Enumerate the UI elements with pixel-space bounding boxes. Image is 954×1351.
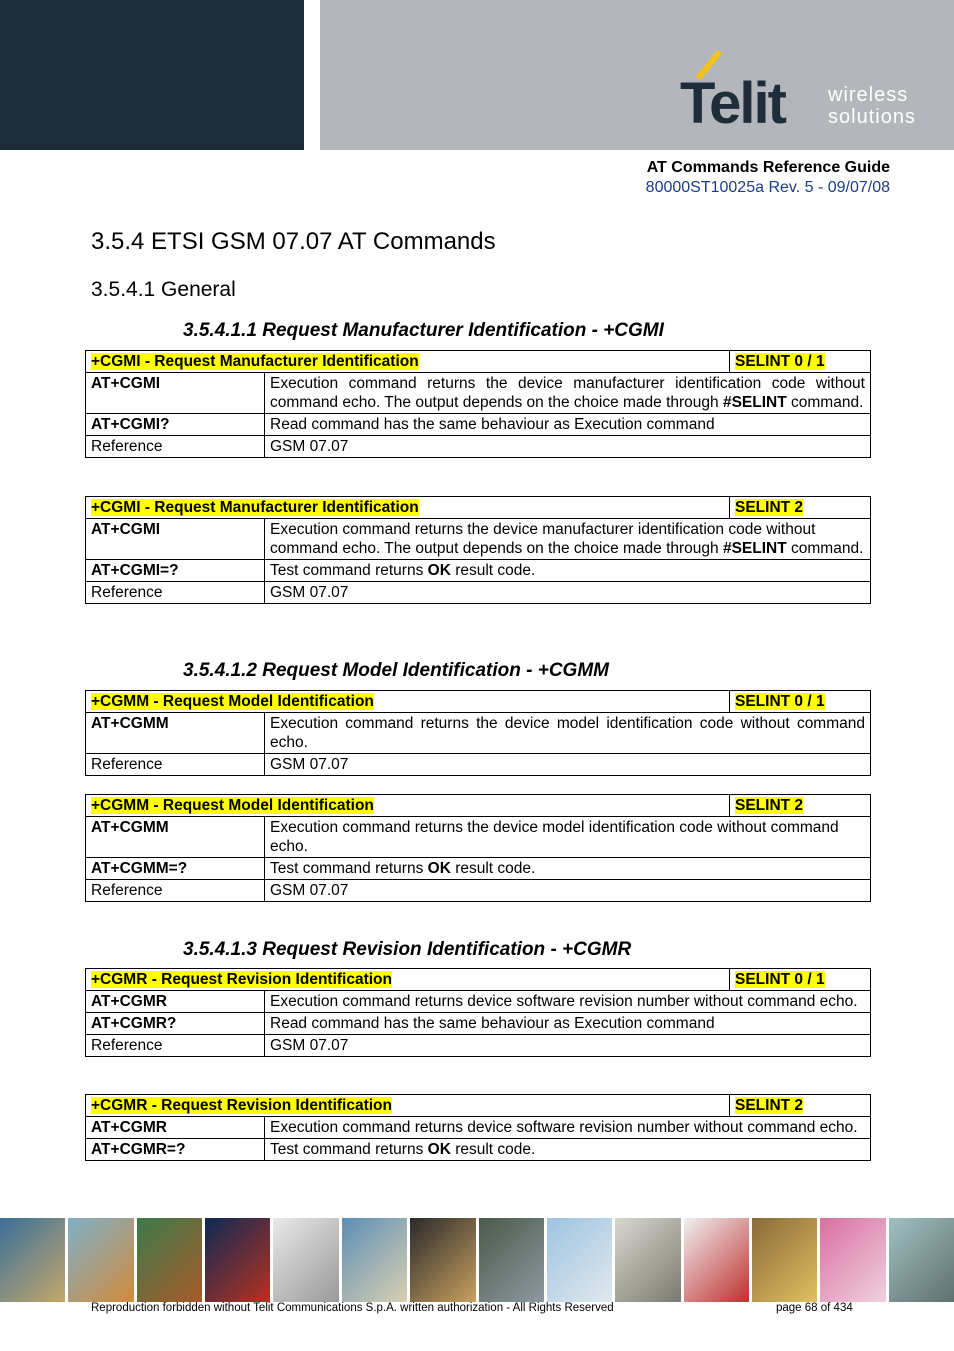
footer-photo [273,1218,338,1302]
footer-photo [889,1218,954,1302]
command-cell: AT+CGMI? [86,414,265,436]
section-heading-3541: 3.5.4.1 General [91,278,236,301]
description-cell: Execution command returns the device manufacturer identification code without command echo. The output depends on the choice made through #SELINT command. [265,373,871,414]
description-cell: Execution command returns the device model identification code without command echo. [265,817,871,858]
command-cell: AT+CGMR=? [86,1139,265,1161]
footer-notice: Reproduction forbidden without Telit Communications S.p.A. written authorization - All Rights Reserved [91,1302,614,1314]
selint-label: SELINT 0 / 1 [735,693,825,710]
heading-cgmi: 3.5.4.1.1 Request Manufacturer Identification - +CGMI [183,320,664,341]
command-cell: AT+CGMR? [86,1013,265,1035]
reference-value: GSM 07.07 [265,754,871,776]
description-cell: Execution command returns device software revision number without command echo. [265,1117,871,1139]
guide-revision: 80000ST10025a Rev. 5 - 09/07/08 [645,179,890,196]
cgmm-table-selint2 [85,794,871,902]
reference-label: Reference [86,880,265,902]
footer-photo [479,1218,544,1302]
table-title: +CGMI - Request Manufacturer Identification [91,353,419,370]
table-title: +CGMI - Request Manufacturer Identification [91,499,419,516]
reference-value: GSM 07.07 [265,880,871,902]
command-cell: AT+CGMM [86,713,265,754]
command-cell: AT+CGMM=? [86,858,265,880]
footer-photo [0,1218,65,1302]
description-cell: Execution command returns the device model identification code without command echo. [265,713,871,754]
selint-label: SELINT 0 / 1 [735,353,825,370]
cgmi-table-selint2 [85,496,871,604]
page-number: page 68 of 434 [776,1302,853,1314]
command-cell: AT+CGMI=? [86,560,265,582]
cgmr-table-selint2 [85,1094,871,1161]
telit-logo [676,48,936,136]
table-title: +CGMM - Request Model Identification [91,693,374,710]
command-cell: AT+CGMR [86,1117,265,1139]
reference-label: Reference [86,582,265,604]
cgmi-table-selint01 [85,350,871,458]
description-cell: Execution command returns the device manufacturer identification code without command echo. The output depends on the choice made through #SELINT command. [265,519,871,560]
reference-value: GSM 07.07 [265,436,871,458]
description-cell: Test command returns OK result code. [265,858,871,880]
command-cell: AT+CGMR [86,991,265,1013]
footer-photo [547,1218,612,1302]
command-cell: AT+CGMM [86,817,265,858]
footer-photo [752,1218,817,1302]
footer-photo [410,1218,475,1302]
footer-photo [615,1218,680,1302]
selint-label: SELINT 0 / 1 [735,971,825,988]
description-cell: Test command returns OK result code. [265,560,871,582]
cgmr-table-selint01 [85,968,871,1057]
description-cell: Execution command returns device software revision number without command echo. [265,991,871,1013]
footer-photo [342,1218,407,1302]
footer-photo-strip [0,1218,954,1302]
cgmm-table-selint01 [85,690,871,776]
logo-wordmark: Telit [680,71,785,136]
selint-label: SELINT 2 [735,797,804,814]
description-cell: Test command returns OK result code. [265,1139,871,1161]
footer-photo [205,1218,270,1302]
footer-photo [68,1218,133,1302]
header-dark-panel [0,0,304,150]
guide-title: AT Commands Reference Guide [646,159,890,176]
reference-label: Reference [86,1035,265,1057]
footer-photo [137,1218,202,1302]
selint-label: SELINT 2 [735,499,804,516]
command-cell: AT+CGMI [86,519,265,560]
selint-label: SELINT 2 [735,1097,804,1114]
table-title: +CGMM - Request Model Identification [91,797,374,814]
reference-label: Reference [86,754,265,776]
heading-cgmm: 3.5.4.1.2 Request Model Identification - +CGMM [183,660,609,681]
description-cell: Read command has the same behaviour as Execution command [265,1013,871,1035]
command-cell: AT+CGMI [86,373,265,414]
table-title: +CGMR - Request Revision Identification [91,1097,392,1114]
description-cell: Read command has the same behaviour as Execution command [265,414,871,436]
reference-value: GSM 07.07 [265,582,871,604]
table-title: +CGMR - Request Revision Identification [91,971,392,988]
logo-tagline: wireless solutions [828,84,916,128]
heading-cgmr: 3.5.4.1.3 Request Revision Identification - +CGMR [183,939,632,960]
footer-photo [684,1218,749,1302]
section-heading-354: 3.5.4 ETSI GSM 07.07 AT Commands [91,228,496,255]
reference-value: GSM 07.07 [265,1035,871,1057]
footer-photo [820,1218,885,1302]
reference-label: Reference [86,436,265,458]
